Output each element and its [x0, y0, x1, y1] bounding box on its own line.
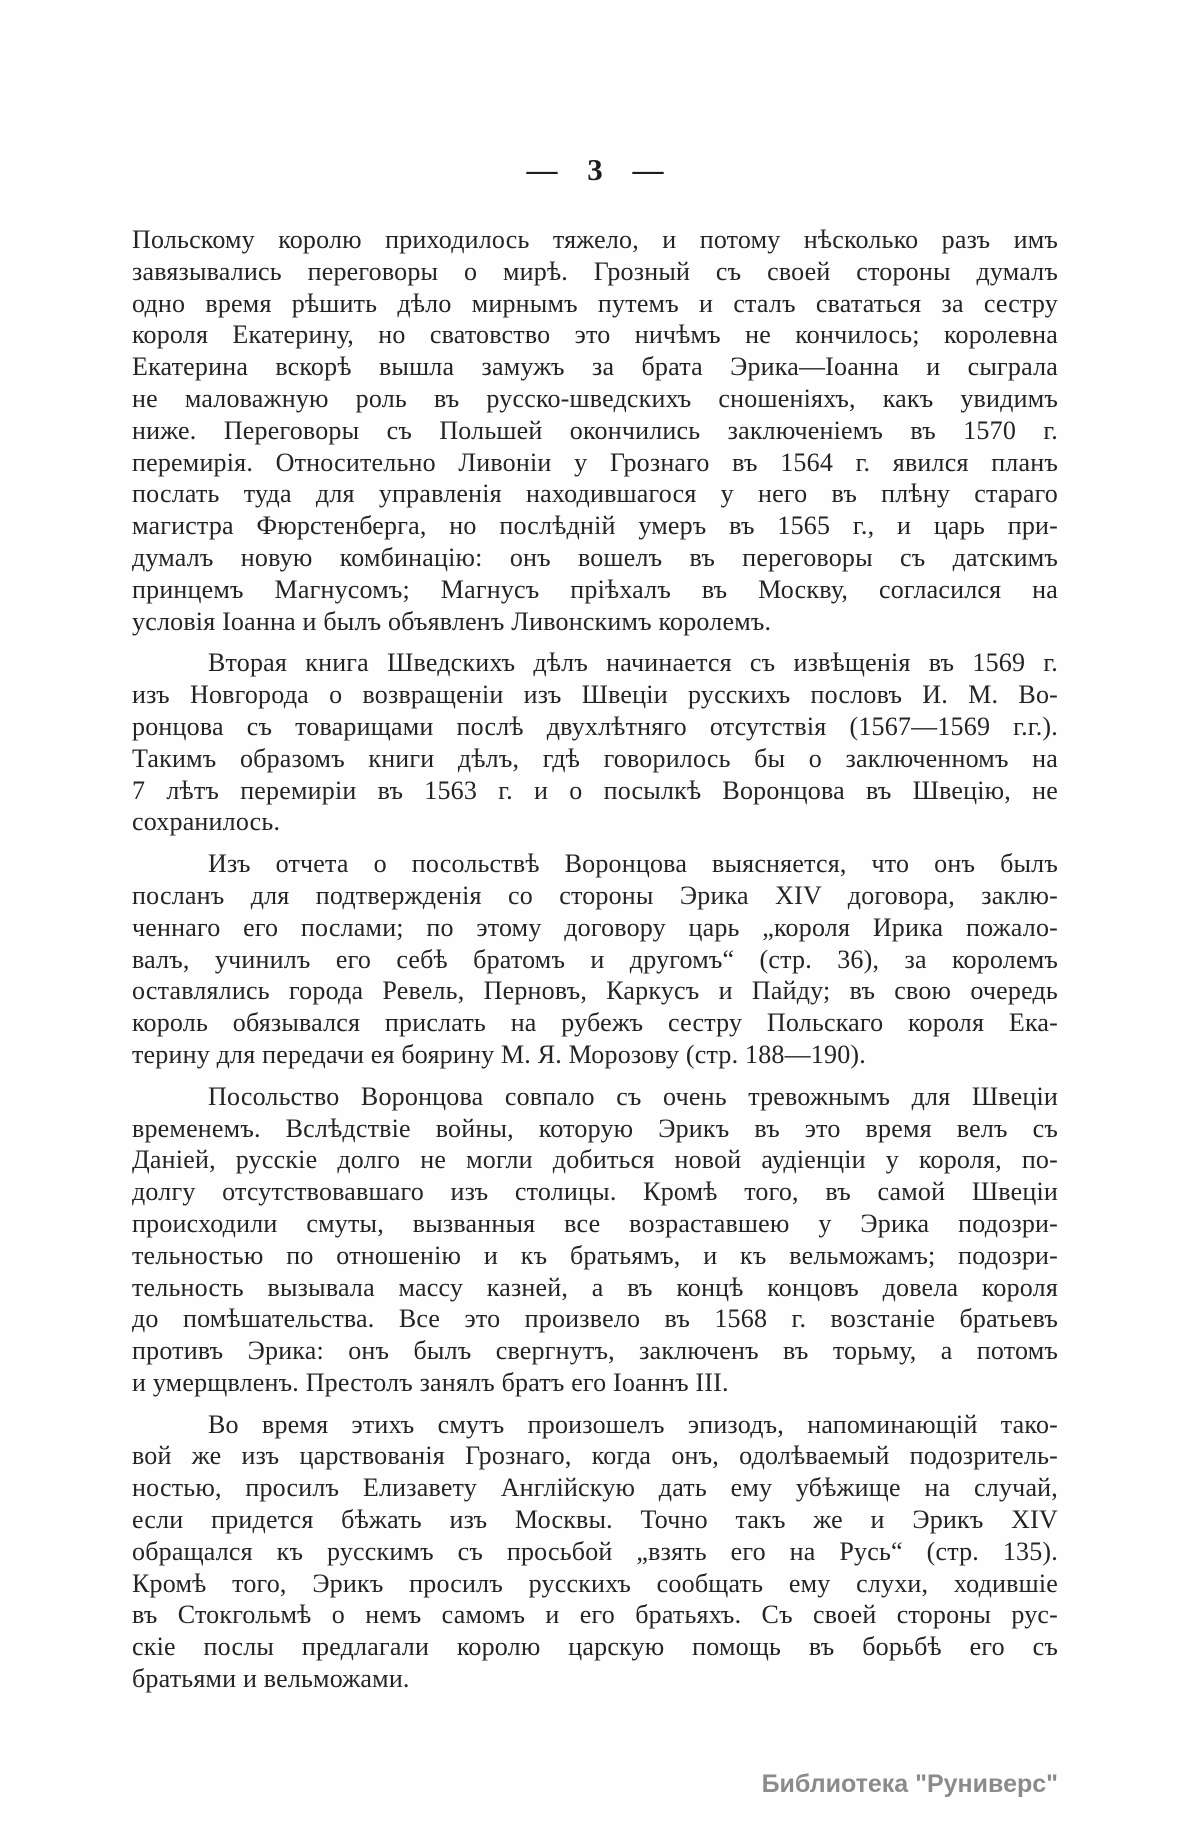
- text-line: магистра Фюрстенберга, но послѣдній умеръ въ 1565 г., и царь при-: [132, 511, 1058, 541]
- paragraph: [132, 1081, 1058, 1399]
- text-line: ченнаго его послами; по этому договору царь „короля Ирика пожало-: [132, 912, 1058, 942]
- text-line: въ Стокгольмѣ о немъ самомъ и его братьяхъ. Съ своей стороны рус-: [132, 1600, 1058, 1630]
- page-number: — 3 —: [526, 152, 664, 187]
- text-line: терину для передачи ея боярину М. Я. Морозову (стр. 188—190).: [132, 1039, 866, 1069]
- text-line: Изъ отчета о посольствѣ Воронцова выясняется, что онъ былъ: [208, 849, 1058, 879]
- text-line: условія Іоанна и былъ объявленъ Ливонскимъ королемъ.: [132, 606, 772, 636]
- text-line: долгу отсутствовавшаго изъ столицы. Кромѣ того, въ самой Швеціи: [132, 1177, 1058, 1207]
- text-line: короля Екатерину, но сватовство это ничѣмъ не кончилось; королевна: [132, 320, 1058, 350]
- text-line: сохранилось.: [132, 807, 281, 837]
- text-line: думалъ новую комбинацію: онъ вошелъ въ переговоры съ датскимъ: [132, 542, 1058, 572]
- text-line: происходили смуты, вызванныя все возраставшею у Эрика подозри-: [132, 1208, 1058, 1238]
- text-line: посланъ для подтвержденія со стороны Эрика XIV договора, заклю-: [132, 880, 1058, 910]
- text-line: Такимъ образомъ книги дѣлъ, гдѣ говорилось бы о заключенномъ на: [132, 743, 1058, 773]
- text-line: ронцова съ товарищами послѣ двухлѣтняго отсутствія (1567—1569 г.г.).: [132, 711, 1058, 741]
- text-line: Вторая книга Шведскихъ дѣлъ начинается съ извѣщенія въ 1569 г.: [208, 648, 1058, 678]
- text-line: валъ, учинилъ его себѣ братомъ и другомъ“ (стр. 36), за королемъ: [132, 944, 1058, 974]
- text-line: противъ Эрика: онъ былъ свергнутъ, заключенъ въ торьму, а потомъ: [132, 1336, 1058, 1366]
- text-line: Екатерина вскорѣ вышла замужъ за брата Эрика—Іоанна и сыграла: [132, 352, 1058, 382]
- text-line: вой же изъ царствованія Грознаго, когда онъ, одолѣваемый подозритель-: [132, 1441, 1058, 1471]
- text-line: скіе послы предлагали королю царскую помощь въ борьбѣ его съ: [132, 1632, 1058, 1662]
- text-line: король обязывался прислать на рубежъ сестру Польскаго короля Ека-: [132, 1008, 1058, 1038]
- text-line: не маловажную роль въ русско-шведскихъ сношеніяхъ, какъ увидимъ: [132, 383, 1058, 413]
- text-line: завязывались переговоры о мирѣ. Грозный съ своей стороны думалъ: [132, 256, 1058, 286]
- body-text: [132, 224, 1058, 1695]
- paragraph: [132, 224, 1058, 637]
- text-line: принцемъ Магнусомъ; Магнусъ пріѣхалъ въ Москву, согласился на: [132, 574, 1058, 604]
- text-line: 7 лѣтъ перемиріи въ 1563 г. и о посылкѣ Воронцова въ Швецію, не: [132, 775, 1058, 805]
- paragraph: [132, 848, 1058, 1071]
- paragraph: [132, 647, 1058, 838]
- text-line: изъ Новгорода о возвращеніи изъ Швеціи русскихъ пословъ И. М. Во-: [132, 680, 1058, 710]
- text-line: обращался къ русскимъ съ просьбой „взять его на Русь“ (стр. 135).: [132, 1536, 1058, 1566]
- text-line: до помѣшательства. Все это произвело въ 1568 г. возстаніе братьевъ: [132, 1304, 1058, 1334]
- text-line: тельностью по отношенію и къ братьямъ, и къ вельможамъ; подозри-: [132, 1240, 1058, 1270]
- text-line: Даніей, русскіе долго не могли добиться новой аудіенціи у короля, по-: [132, 1145, 1058, 1175]
- text-line: Кромѣ того, Эрикъ просилъ русскихъ сообщать ему слухи, ходившіе: [132, 1568, 1058, 1598]
- text-line: если придется бѣжать изъ Москвы. Точно такъ же и Эрикъ XIV: [132, 1505, 1058, 1535]
- library-watermark: Библиотека "Руниверс": [761, 1770, 1058, 1798]
- text-line: одно время рѣшить дѣло мирнымъ путемъ и сталъ свататься за сестру: [132, 288, 1058, 318]
- text-line: братьями и вельможами.: [132, 1664, 410, 1694]
- paragraph: [132, 1409, 1058, 1695]
- text-line: Посольство Воронцова совпало съ очень тревожнымъ для Швеціи: [208, 1081, 1058, 1111]
- text-line: перемирія. Относительно Ливоніи у Грознаго въ 1564 г. явился планъ: [132, 447, 1058, 477]
- text-line: оставлялись города Ревель, Перновъ, Каркусъ и Пайду; въ свою очередь: [132, 976, 1058, 1006]
- text-line: послать туда для управленія находившагося у него въ плѣну стараго: [132, 479, 1058, 509]
- text-line: Во время этихъ смутъ произошелъ эпизодъ, напоминающій тако-: [208, 1409, 1058, 1439]
- text-line: ниже. Переговоры съ Польшей окончились заключеніемъ въ 1570 г.: [132, 415, 1058, 445]
- text-line: тельность вызывала массу казней, а въ концѣ концовъ довела короля: [132, 1272, 1058, 1302]
- text-line: и умерщвленъ. Престолъ занялъ братъ его Іоаннъ III.: [132, 1367, 729, 1397]
- text-line: временемъ. Вслѣдствіе войны, которую Эрикъ въ это время велъ съ: [132, 1113, 1058, 1143]
- text-line: ностью, просилъ Елизавету Англійскую дать ему убѣжище на случай,: [132, 1473, 1058, 1503]
- text-line: Польскому королю приходилось тяжело, и потому нѣсколько разъ имъ: [132, 225, 1058, 254]
